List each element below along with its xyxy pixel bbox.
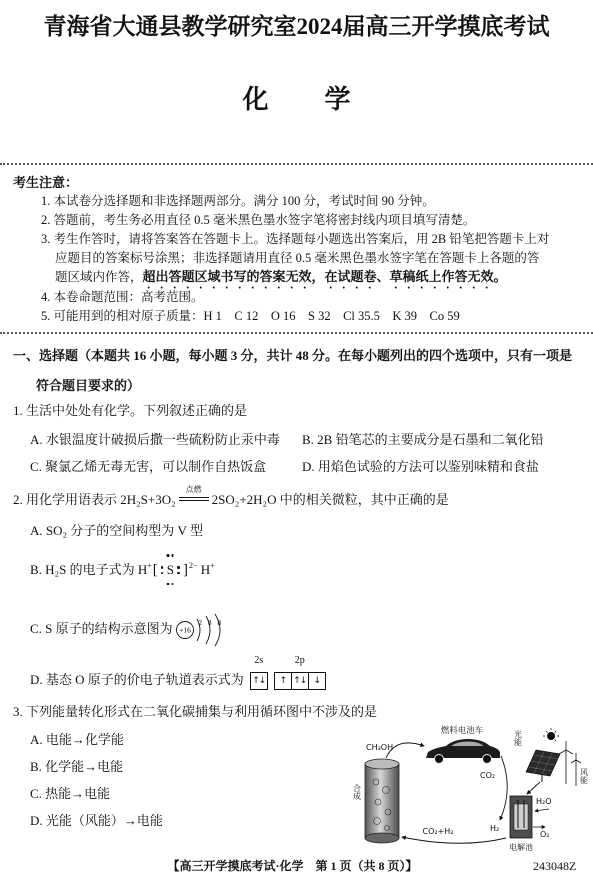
q3-stem: 3. 下列能量转化形式在二氧化碳捕集与利用循环图中不涉及的是 [13, 704, 378, 719]
orbital-box: ↑↓ [250, 672, 268, 690]
exam-title: 青海省大通县教学研究室2024届高三开学摸底考试 [43, 14, 550, 39]
q3-option-b: B. 化学能→电能 [30, 759, 124, 774]
electron-dot [161, 566, 164, 569]
orbital-box: ↑ [274, 672, 292, 690]
bracket-right: ] [182, 562, 188, 578]
wind-turbines [559, 741, 581, 786]
tower-body [365, 764, 399, 838]
dotted-separator [0, 163, 593, 165]
water-inlet-arrow [535, 809, 549, 811]
fuel-cell-car [426, 739, 500, 764]
equation-reactants: 2H₂S+3O₂ [120, 492, 176, 507]
section-heading-line-1: 一、选择题（本题共 16 小题，每小题 3 分，共计 48 分。在每小题列出的四个选项中，只有一项是 [13, 348, 573, 363]
solar-panel [526, 750, 560, 782]
car-wheel [483, 755, 492, 764]
q1-option-d: D. 用焰色试验的方法可以鉴别味精和食盐 [302, 459, 539, 474]
orbital-2s-label: 2s [254, 655, 264, 667]
orbital-box: ↑↓ [291, 672, 309, 690]
q2-option-b [30, 561, 215, 579]
electricity-arrow [527, 782, 540, 794]
synthesis-tower [365, 759, 399, 843]
q2-option-d-label: D. 基态 O 原子的价电子轨道表示式为 [30, 672, 244, 687]
co2-emission-arrow [500, 756, 507, 820]
sun-icon [543, 728, 559, 741]
q1-option-a: A. 水银温度计破损后撒一些硫粉防止汞中毒 [30, 432, 280, 447]
sulfur-atom [159, 561, 182, 579]
notice-item-1: 1. 本试卷分选择题和非选择题两部分。满分 100 分，考试时间 90 分钟。 [41, 194, 435, 208]
reaction-condition-text: 点燃 [185, 485, 202, 494]
section-heading-line-2: 符合题目要求的） [36, 378, 141, 393]
q1-option-c: C. 聚氯乙烯无毒无害，可以制作自热饭盒 [30, 459, 267, 474]
wind-turbine [559, 741, 573, 784]
feed-arrow [402, 837, 506, 843]
paper-code: 243048Z [533, 859, 577, 873]
q3-option-c: C. 热能→电能 [30, 786, 111, 801]
q2-stem [13, 485, 449, 509]
electron-dot [167, 583, 170, 586]
electron-dot [177, 572, 180, 575]
orbital-2s [250, 655, 268, 690]
notice-item-3-line-1: 3. 考生作答时，请将答案答在答题卡上。选择题每小题选出答案后，用 2B 铅笔把答题卡上对 [41, 232, 550, 246]
oxygen-label: O₂ [540, 830, 550, 839]
atom-structure-diagram [175, 613, 227, 647]
co2-label: CO₂ [480, 771, 496, 780]
car-label: 燃料电池车 [440, 726, 484, 736]
lewis-structure [138, 562, 215, 577]
q3-option-d: D. 光能（风能）→电能 [30, 813, 163, 828]
solar-label: 光能 [513, 730, 523, 746]
tower-top [365, 759, 399, 769]
equation-products: 2SO₂+2H₂O [211, 492, 277, 507]
subject-title: 化学 [242, 85, 407, 114]
tower-bottom [365, 833, 399, 843]
bracket-left: [ [152, 562, 158, 578]
orbital-2p [274, 655, 326, 690]
wind-label: 风能 [579, 768, 589, 784]
q1-stem: 1. 生活中处处有化学。下列叙述正确的是 [13, 403, 248, 418]
co2-cycle-figure [350, 724, 590, 852]
sulfur-symbol: S [166, 562, 174, 577]
electron-pair-left [161, 566, 164, 574]
electron-pair-bottom [167, 583, 174, 586]
shell-1-electrons: 2 [198, 619, 202, 627]
electrolyzer [510, 796, 532, 838]
shell-2-electrons: 8 [207, 619, 212, 627]
electron-dot [171, 583, 174, 586]
notice-item-3-text: 题区域内作答， [55, 270, 143, 284]
electron-pair-right [177, 566, 180, 574]
electron-dot [161, 572, 164, 575]
q2-option-a: A. SO₂ 分子的空间构型为 V 型 [30, 523, 203, 538]
dotted-separator [0, 332, 593, 334]
notice-item-2: 2. 答题前，考生务必用直径 0.5 毫米黑色墨水签字笔将密封线内项目填写清楚。 [41, 213, 476, 227]
methanol-label: CH₃OH [366, 743, 394, 752]
notice-item-4: 4. 本卷命题范围：高考范围。 [41, 290, 204, 304]
hydrogen-right-charge: + [210, 561, 215, 570]
notice-heading: 考生注意： [13, 175, 79, 190]
ion-charge: 2− [188, 561, 198, 570]
q2-stem-prefix: 2. 用化学用语表示 [13, 492, 121, 507]
q2-option-b-label: B. H₂S 的电子式为 [30, 562, 138, 577]
double-line-arrow [179, 497, 209, 501]
q2-option-d [30, 655, 326, 690]
electron-dot [177, 566, 180, 569]
q3-option-a: A. 电能→化学能 [30, 732, 124, 747]
orbital-2p-label: 2p [294, 655, 305, 667]
q1-option-b: B. 2B 铅笔芯的主要成分是石墨和二氧化铅 [302, 432, 544, 447]
hydrogen-label: H₂ [490, 824, 500, 833]
water-label: H₂O [536, 797, 552, 806]
notice-item-5: 5. 可能用到的相对原子质量：H 1 C 12 O 16 S 32 Cl 35.5 K 39 Co 59 [41, 309, 460, 323]
hydrogen-left-charge: + [147, 561, 152, 570]
hydrogen-left: H [137, 562, 148, 577]
orbital-box: ↓ [308, 672, 326, 690]
page-footer: 【高三开学摸底考试·化学 第 1 页（共 8 页）】 [167, 859, 418, 873]
electrolyzer-label: 电解池 [509, 843, 533, 852]
q2-option-c-label: C. S 原子的结构示意图为 [30, 620, 173, 636]
q2-stem-suffix: 中的相关微粒，其中正确的是 [276, 492, 449, 507]
car-wheel [435, 755, 444, 764]
q2-option-c [30, 613, 227, 647]
hydrogen-right: H [200, 562, 211, 577]
feed-label: CO₂+H₂ [422, 827, 454, 836]
tower-label: 合成 [352, 784, 362, 800]
electron-dot [171, 554, 174, 557]
electron-pair-top [167, 554, 174, 557]
notice-item-3-line-2: 应题目的答案标号涂黑；非选择题请用直径 0.5 毫米黑色墨水签字笔在答题卡上各题的答 [55, 251, 540, 265]
notice-item-3-emphasis: 超出答题区域书写的答案无效，在试题卷、草稿纸上作答无效。 [142, 269, 507, 284]
shell-3-electrons: 8 [217, 619, 221, 627]
electron-dot [167, 554, 170, 557]
nucleus-charge: +16 [178, 625, 191, 635]
electrolyzer-cell [514, 804, 528, 830]
reaction-condition [179, 485, 209, 505]
